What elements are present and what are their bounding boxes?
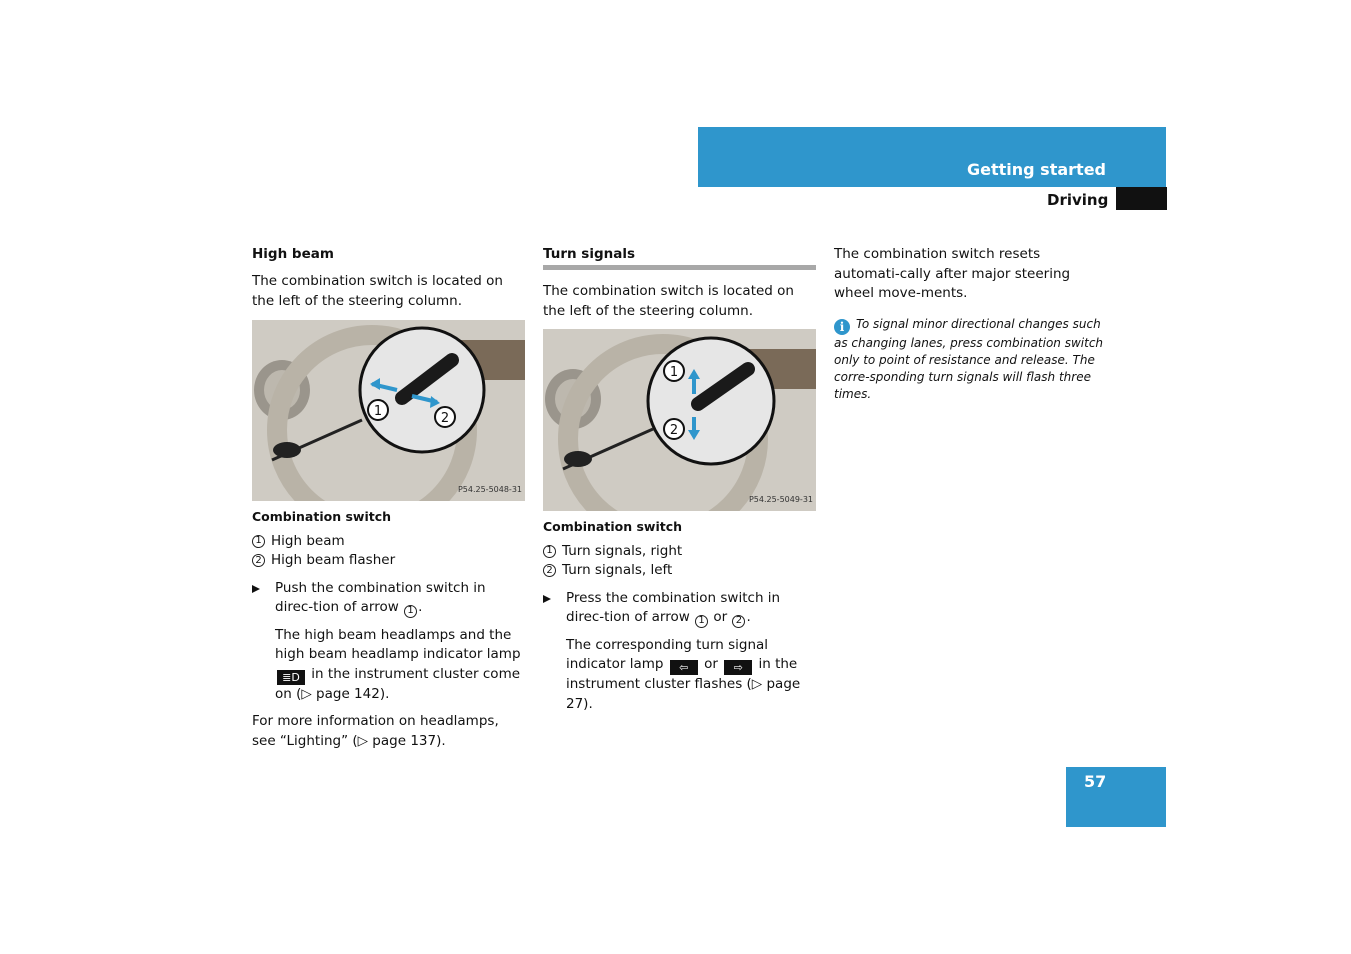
steering-column-illustration [543, 329, 816, 511]
turn-signals-column [543, 245, 816, 714]
header-band [698, 127, 1166, 187]
svg-text:2: 2 [669, 423, 679, 438]
high-beam-more-info: For more information on headlamps, see “Lighting” (▷ page 137). [252, 713, 499, 749]
legend-item: 1 Turn signals, right [543, 542, 816, 562]
step-bullet-icon [543, 595, 551, 603]
turn-signals-legend [543, 542, 816, 581]
svg-text:2: 2 [440, 411, 450, 426]
info-note: i To signal minor directional changes such as changing lanes, press combination switch only to point of resistance and release. The corre-sponding turn signals will flash three times. [834, 316, 1104, 401]
high-beam-result: The high beam headlamps and the high beam headlamp indicator lamp ≣D in the instrument cluster come on (▷ page 142). [275, 626, 521, 702]
svg-text:1: 1 [373, 404, 383, 419]
high-beam-heading: High beam [252, 246, 334, 262]
header-marker [1116, 187, 1167, 210]
turn-signals-step: Press the combination switch in direc-tion of arrow 1 or 2 . [543, 589, 816, 628]
reset-text: The combination switch resets automati-cally after major steering wheel move-ments. [834, 246, 1071, 301]
legend-item: 1 High beam [252, 532, 526, 552]
high-beam-indicator-icon: ≣D [277, 670, 305, 685]
legend-item: 2 Turn signals, left [543, 561, 816, 581]
turn-signals-caption: Combination switch [543, 519, 683, 534]
info-icon: i [834, 319, 850, 335]
heading-rule [543, 265, 816, 270]
high-beam-step: Push the combination switch in direc-tion of arrow 1 . [252, 579, 526, 618]
reset-column [834, 245, 1106, 403]
page-number-band [1066, 767, 1166, 827]
steering-column-illustration [252, 320, 525, 501]
high-beam-column [252, 245, 526, 751]
high-beam-legend [252, 532, 526, 571]
turn-left-indicator-icon: ⇦ [670, 660, 698, 675]
svg-text:1: 1 [669, 365, 679, 380]
turn-signals-photo [543, 329, 816, 511]
turn-signals-intro: The combination switch is located on the left of the steering column. [543, 283, 794, 319]
turn-right-indicator-icon: ⇨ [724, 660, 752, 675]
high-beam-photo [252, 320, 525, 501]
turn-signals-result: The corresponding turn signal indicator lamp ⇦ or ⇨ in the instrument cluster flashes (▷ page 27). [566, 636, 801, 712]
high-beam-caption: Combination switch [252, 509, 392, 524]
image-code: P54.25-5048-31 [457, 484, 522, 494]
page-number: 57 [1084, 772, 1107, 791]
step-bullet-icon [252, 585, 260, 593]
legend-item: 2 High beam flasher [252, 551, 526, 571]
turn-signals-heading: Turn signals [543, 246, 636, 262]
image-code: P54.25-5049-31 [748, 494, 813, 504]
section-title: Getting started [967, 160, 1106, 179]
high-beam-intro: The combination switch is located on the left of the steering column. [252, 273, 503, 309]
subsection-title: Driving [1047, 191, 1109, 209]
